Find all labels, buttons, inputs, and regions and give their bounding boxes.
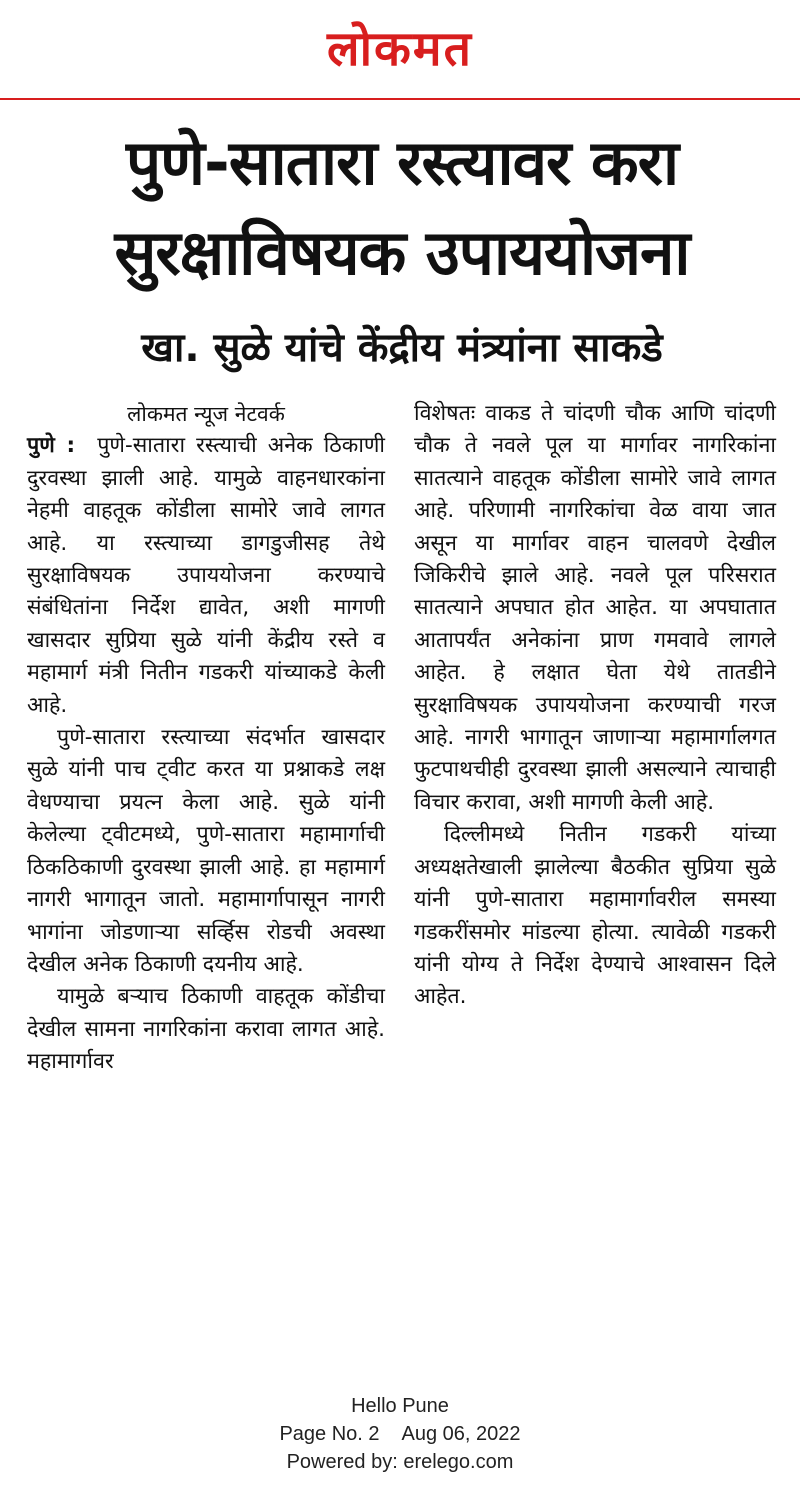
masthead-divider: [0, 98, 800, 100]
powered-by: Powered by: erelego.com: [286, 1451, 514, 1473]
headline-line-2: सुरक्षाविषयक उपाययोजना: [114, 216, 690, 289]
dateline: पुणे :: [27, 433, 76, 459]
paragraph-4: दिल्लीमध्ये नितीन गडकरी यांच्या अध्यक्षतेखाली झालेल्या बैठकीत सुप्रिया सुळे यांनी पुणे-सातारा महामार्गावरील समस्या गडकरींसमोर मांडल्या होत्या. त्यावेळी गडकरी यांनी योग्य ते निर्देश देण्याचे आश्वासन दिले आहेत.: [414, 822, 776, 1010]
byline: लोकमत न्यूज नेटवर्क: [127, 402, 285, 426]
paragraph-3-part-1: यामुळे बऱ्याच ठिकाणी वाहतूक कोंडीचा देखील सामना नागरिकांना करावा लागत आहे. महामार्गावर: [27, 984, 385, 1075]
paragraph-1-text: पुणे-सातारा रस्त्याची अनेक ठिकाणी दुरवस्था झाली आहे. यामुळे वाहनधारकांना नेहमी वाहतूक कोंडीला सामोरे जावे लागत आहे. या रस्त्याच्या डागडुजीसह तेथे सुरक्षाविषयक उपाययोजना करण्याचे संबंधितांना निर्देश द्यावेत, अशी मागणी खासदार सुप्रिया सुळे यांनी केंद्रीय रस्ते व महामार्ग मंत्री नितीन गडकरी यांच्याकडे केली आहे.: [27, 433, 385, 718]
article-subheadline: खा. सुळे यांचे केंद्रीय मंत्र्यांना साकडे: [141, 325, 663, 371]
paragraph-2: पुणे-सातारा रस्त्याच्या संदर्भात खासदार सुळे यांनी पाच ट्वीट करत या प्रश्नाकडे लक्ष वेधण्याचा प्रयत्न केला आहे. सुळे यांनी केलेल्या ट्वीटमध्ये, पुणे-सातारा महामार्गाची ठिकठिकाणी दुरवस्था झाली आहे. हा महामार्ग नागरी भागातून जातो. महामार्गापासून नागरी भागांना जोडणाऱ्या सर्व्हिस रोडची अवस्था देखील अनेक ठिकाणी दयनीय आहे.: [27, 725, 385, 977]
newspaper-logo: लोकमत: [327, 21, 473, 77]
masthead: [0, 18, 800, 80]
publication-date: Aug 06, 2022: [401, 1423, 521, 1445]
page-footer: [0, 1392, 800, 1476]
edition-name: Hello Pune: [351, 1395, 449, 1417]
paragraph-1: [27, 430, 385, 722]
article-headline: [14, 118, 790, 298]
article-column-right: [414, 398, 776, 1014]
page-info: [0, 1420, 800, 1448]
page-number: Page No. 2: [279, 1423, 380, 1445]
paragraph-3-part-2: विशेषतः वाकड ते चांदणी चौक आणि चांदणी चौक ते नवले पूल या मार्गावर नागरिकांना सातत्याने वाहतूक कोंडीला सामोरे जावे लागत आहे. परिणामी नागरिकांचा वेळ वाया जात असून या मार्गावर वाहन चालवणे देखील जिकिरीचे झाले आहे. नवले पूल परिसरात सातत्याने अपघात होत आहेत. या अपघातात आतापर्यंत अनेकांना प्राण गमवावे लागले आहेत. हे लक्षात घेता येथे तातडीने सुरक्षाविषयक उपाययोजना करण्याची गरज आहे. नागरी भागातून जाणाऱ्या महामार्गालगत फुटपाथचीही दुरवस्था झाली असल्याने त्याचाही विचार करावा, अशी मागणी केली आहे.: [414, 401, 776, 815]
headline-line-1: पुणे-सातारा रस्त्यावर करा: [125, 126, 679, 199]
article-column-left: [27, 398, 385, 1079]
